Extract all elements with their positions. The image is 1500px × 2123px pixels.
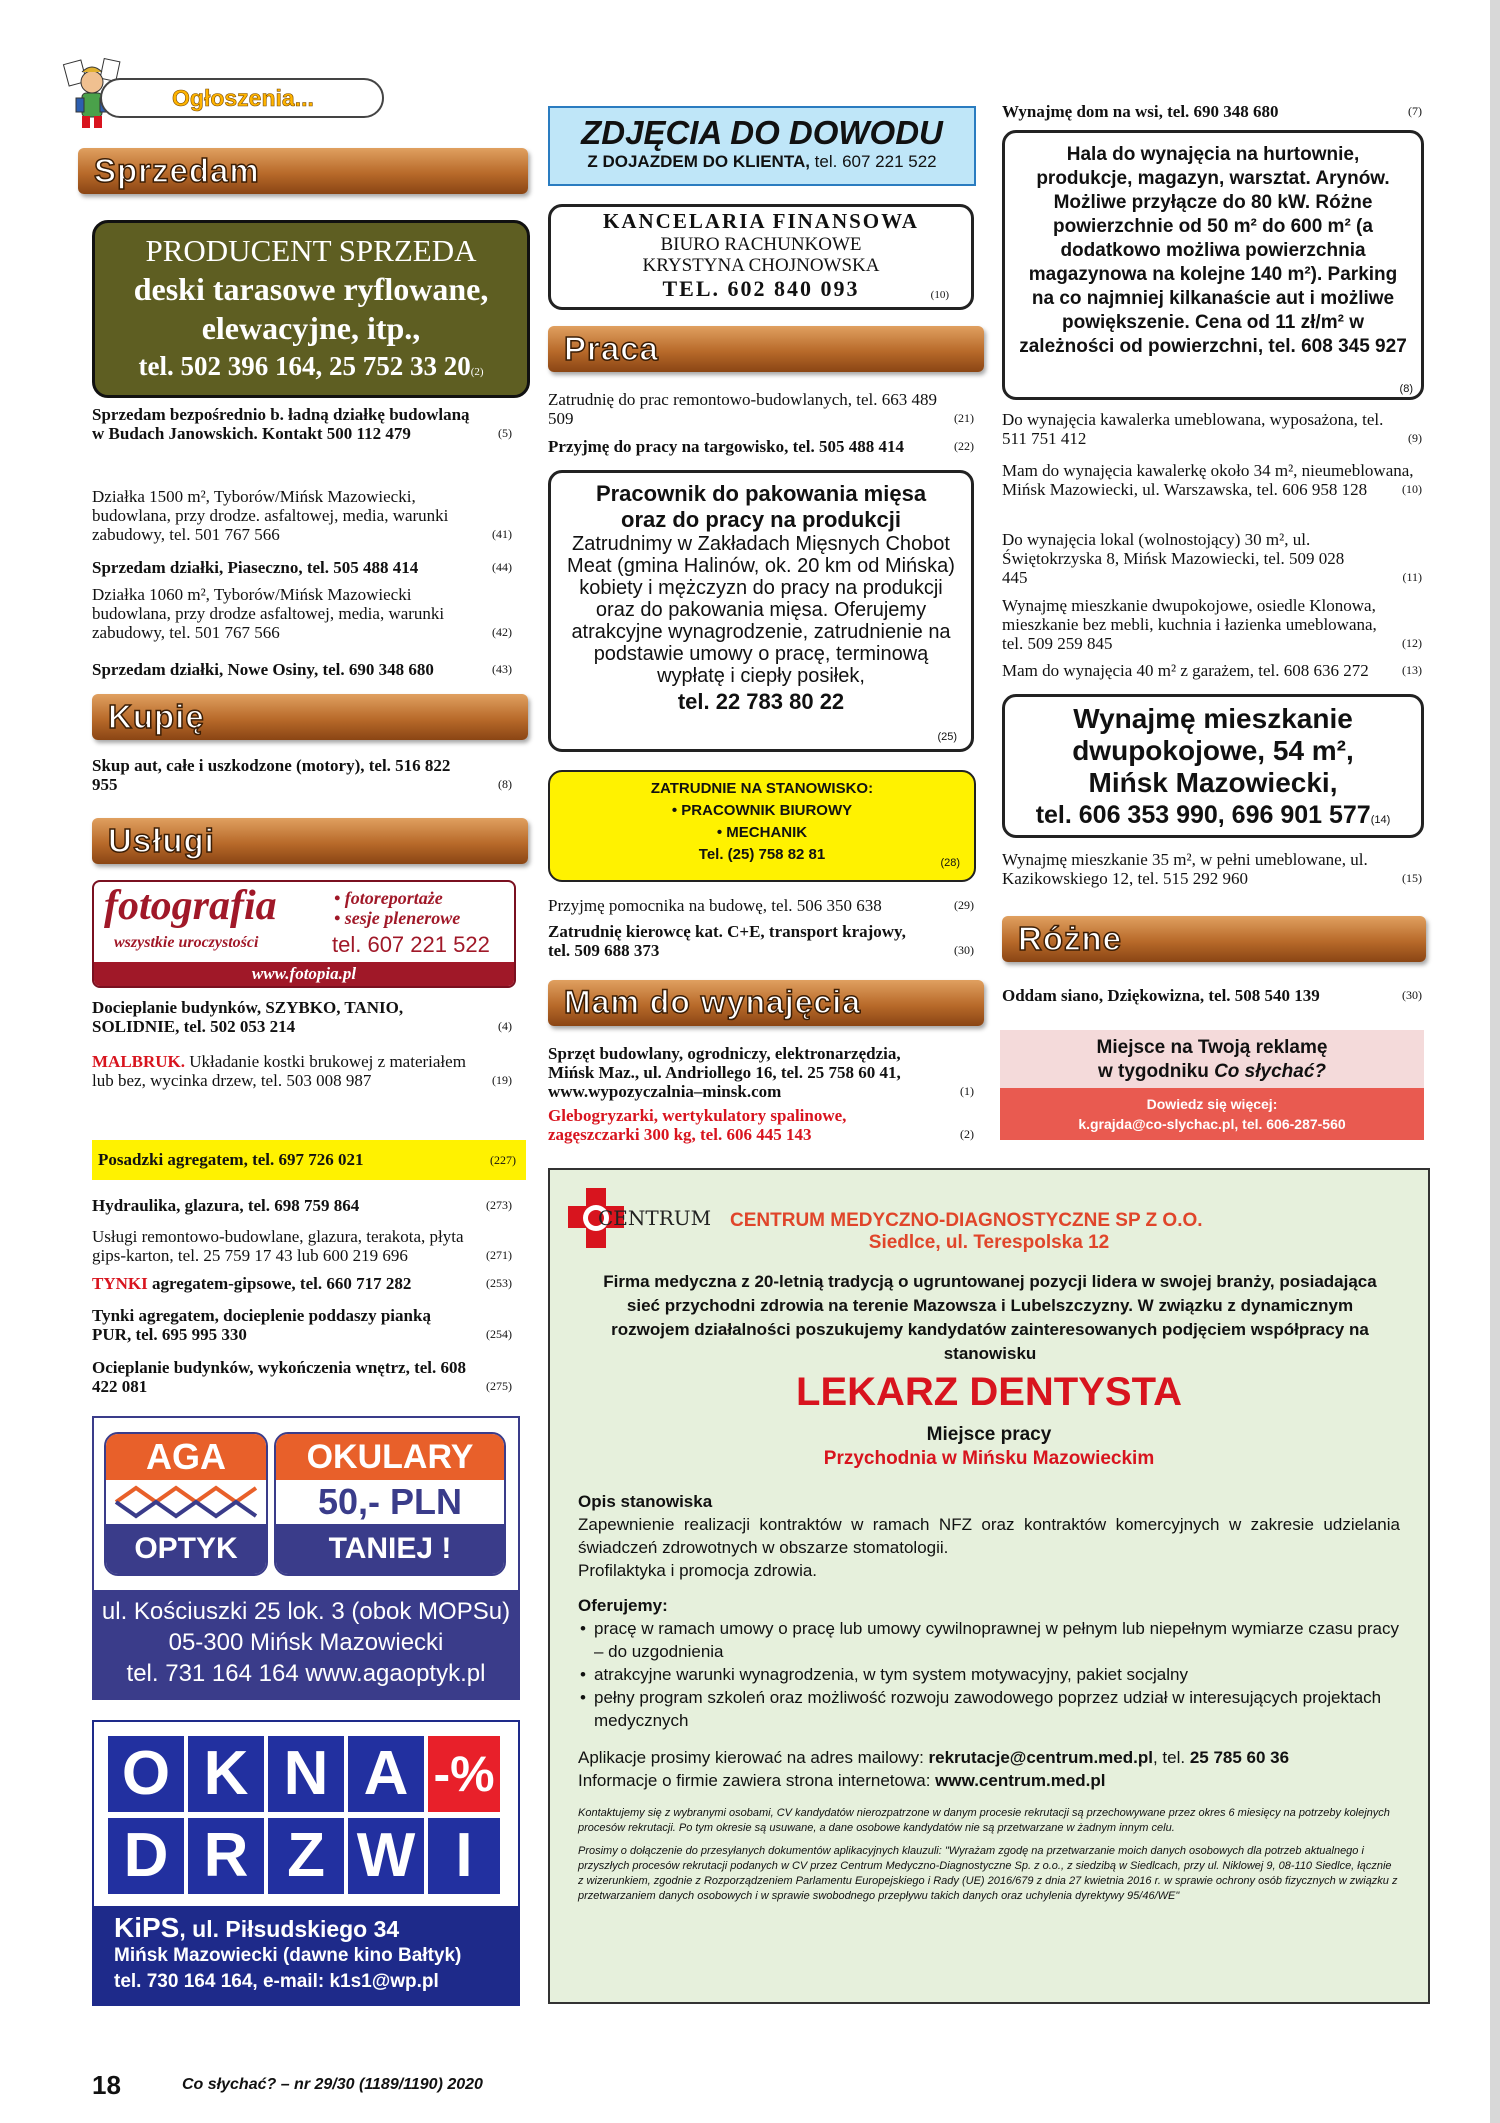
- centrum-small2: Prosimy o dołączenie do przesyłanych dokumentów aplikacyjnych klauzuli: "Wyrażam zgodę na przetwarzanie moich danych osobowych dla potrzeb aktualnego i przyszłych procesów rekrutacji podanych w CV przez Centrum Medyczno-Diagnostyczne Sp. z o.o., z siedzibą w Siedlcach, przy ul. Niklowej 9, 08-110 Siedlce, łącznie z wizerunkiem, zgodnie z Rozporządzeniem Parlamentu Europejskiego i Rady (UE) 2016/679 z dnia 27 kwietnia 2016 r. w sprawie ochrony osób fizycznych w związku z przetwarzaniem danych osobowych i w sprawie swobodnego przepływu takich danych oraz uchylenia dyrektywy 95/46/WE": [578, 1845, 1398, 1902]
- ad-num: (42): [492, 625, 512, 639]
- centrum-position: LEKARZ DENTYSTA: [796, 1370, 1182, 1414]
- ad-right-2: [1002, 461, 1422, 499]
- ad-num: (41): [492, 527, 512, 541]
- header-kupie-label: Kupię: [108, 698, 205, 735]
- ad-wynajecia-2: [548, 1106, 974, 1144]
- aga-optyk: OPTYK: [106, 1524, 266, 1574]
- ad-text: Hydraulika, glazura, tel. 698 759 864: [92, 1196, 360, 1215]
- ad-num: (29): [954, 898, 974, 912]
- ad-text: Sprzęt budowlany, ogrodniczy, elektronarzędzia, Mińsk Maz., ul. Andriollego 16, tel. 25 758 60 41, www.wypozyczalnia–minsk.com: [548, 1044, 901, 1101]
- ad-text: Docieplanie budynków, SZYBKO, TANIO, SOLIDNIE, tel. 502 053 214: [92, 998, 404, 1036]
- ad-num: (22): [954, 439, 974, 453]
- mieszkanie-ad: [1002, 694, 1424, 838]
- fotopia-sub: wszystkie uroczystości: [114, 934, 259, 951]
- okna-brand: KiPS: [114, 1912, 180, 1943]
- zdjecia-tel: tel. 607 221 522: [809, 152, 937, 171]
- aga-optyk-ad: [92, 1416, 520, 1700]
- ad-text: Wynajmę mieszkanie dwupokojowe, osiedle Klonowa, mieszkanie bez mebli, kuchnia i łazienka umeblowana, tel. 509 259 845: [1002, 596, 1377, 653]
- aga-addr1: ul. Kościuszki 25 lok. 3 (obok MOPSu): [101, 1598, 511, 1625]
- ad-rozne-1: [1002, 986, 1422, 1005]
- aga-okulary: OKULARY: [276, 1434, 504, 1480]
- fotopia-brand: fotografia: [104, 883, 277, 929]
- ad-num: (13): [1402, 663, 1422, 677]
- ad-text: Działka 1060 m², Tyborów/Mińsk Mazowiecki budowlana, przy drodze asfaltowej, media, warunki zabudowy, tel. 501 767 566: [92, 585, 445, 642]
- centrum-ofer-item: atrakcyjne warunki wynagrodzenia, w tym system motywacyjny, pakiet socjalny: [594, 1665, 1188, 1684]
- ad-right-3: [1002, 530, 1422, 587]
- ad-num: (9): [1408, 431, 1422, 445]
- right-edge-shadow: [1490, 0, 1500, 2123]
- centrum-ofer-title: Oferujemy:: [578, 1596, 668, 1615]
- ad-num: (271): [486, 1248, 512, 1262]
- okna-drzwi-ad: [92, 1720, 520, 2006]
- ad-num: (15): [1402, 871, 1422, 885]
- aga-price: 50,- PLN: [317, 1481, 463, 1522]
- okna-letter: N: [268, 1736, 344, 1812]
- section-title: Ogłoszenia...: [172, 85, 314, 111]
- ad-text: Ocieplanie budynków, wykończenia wnętrz, tel. 608 422 081: [92, 1358, 467, 1396]
- drzwi-letter: Z: [268, 1818, 344, 1894]
- centrum-ofer-item: pracę w ramach umowy o pracę lub umowy cywilnoprawnej w pełnym lub niepełnym wymiarze czasu pracy – do uzgodnienia: [594, 1619, 1399, 1661]
- ad-text: Przyjmę pomocnika na budowę, tel. 506 350 638: [548, 896, 882, 915]
- page-number: 18: [92, 2070, 121, 2100]
- drzwi-letter: I: [428, 1818, 500, 1894]
- zdjecia-title: ZDJĘCIA DO DOWODU: [581, 114, 943, 151]
- ad-num: (273): [486, 1198, 512, 1212]
- okna-contact: [94, 1906, 518, 2004]
- reklama-ad: [1000, 1030, 1424, 1140]
- fotopia-b2: • sesje plenerowe: [334, 908, 461, 928]
- centrum-logo-text: CENTRUM: [598, 1206, 712, 1230]
- pracownik-num: (25): [937, 731, 957, 743]
- centrum-apl-text: Aplikacje prosimy kierować na adres mailowy:: [578, 1748, 929, 1767]
- aga-logo-icon: [106, 1480, 266, 1524]
- ad-num: (7): [1408, 104, 1422, 118]
- ad-text: Wynajmę dom na wsi, tel. 690 348 680: [1002, 102, 1279, 121]
- header-rozne-label: Różne: [1018, 920, 1122, 957]
- ad-text: Mam do wynajęcia 40 m² z garażem, tel. 608 636 272: [1002, 661, 1369, 680]
- ad-right-4: [1002, 596, 1422, 653]
- ad-text: Zatrudnię kierowcę kat. C+E, transport krajowy, tel. 509 688 373: [548, 922, 906, 960]
- pracownik-h1: Pracownik do pakowania mięsa: [595, 481, 927, 506]
- ad-right-5: [1002, 661, 1422, 680]
- ad-num: (275): [486, 1379, 512, 1393]
- drzwi-letter: R: [188, 1818, 264, 1894]
- aga-addr3: tel. 731 164 164 www.agaoptyk.pl: [126, 1660, 486, 1687]
- ad-uslugi-8: [92, 1358, 512, 1396]
- ad-text: Sprzedam bezpośrednio b. ładną działkę budowlaną w Budach Janowskich. Kontakt 500 112 479: [92, 405, 470, 443]
- ad-text: Tynki agregatem, docieplenie poddaszy pianką PUR, tel. 695 995 330: [92, 1306, 431, 1344]
- bullet-icon: •: [580, 1665, 586, 1684]
- centrum-opis: Zapewnienie realizacji kontraktów w ramach NFZ oraz kontraktów komercyjnych w zakresie udzielania świadczeń zdrowotnych w obszarze stomatologii.: [578, 1515, 1400, 1557]
- ad-praca-4: [548, 922, 974, 960]
- ad-right-top: [1002, 102, 1422, 121]
- okna-letter: K: [188, 1736, 264, 1812]
- ad-num: (2): [960, 1127, 974, 1141]
- ad-text: Mam do wynajęcia kawalerkę około 34 m², nieumeblowana, Mińsk Mazowiecki, ul. Warszawska, tel. 606 958 128: [1002, 461, 1414, 499]
- reklama-top: [1000, 1030, 1424, 1088]
- ad-num: (10): [1402, 482, 1422, 496]
- mieszkanie-l2: dwupokojowe, 54 m²,: [1072, 735, 1354, 766]
- header-wynajecia-label: Mam do wynajęcia: [564, 984, 861, 1020]
- ad-text: Działka 1500 m², Tyborów/Mińsk Mazowiecki, budowlana, przy drodze. asfaltowej, media, warunki zabudowy, tel. 501 767 566: [92, 487, 449, 544]
- header-rozne: [1002, 916, 1426, 962]
- mieszkanie-l4: tel. 606 353 990, 696 901 577: [1035, 801, 1371, 829]
- aga-address: [94, 1590, 518, 1698]
- ad-num: (227): [490, 1153, 516, 1167]
- ad-num: (30): [954, 943, 974, 957]
- producent-num: (2): [470, 366, 484, 378]
- header-praca: [548, 326, 984, 372]
- ad-text: agregatem-gipsowe, tel. 660 717 282: [147, 1274, 412, 1293]
- ad-num: (4): [498, 1019, 512, 1033]
- producent-line2: deski tarasowe ryflowane,: [133, 271, 489, 307]
- centrum-intro: Firma medyczna z 20-letnią tradycją o ugruntowanej pozycji lidera w swojej branży, posiadająca sieć przychodni zdrowia na terenie Mazowsza i Lubelszczyzny. W związku z dynamicznym rozwojem działalności poszukujemy kandydatów zainteresowanych podjęciem współpracy na stanowisku: [603, 1272, 1377, 1363]
- kancelaria-num: (10): [930, 289, 949, 301]
- centrum-opis2: Profilaktyka i promocja zdrowia.: [578, 1561, 818, 1580]
- ad-uslugi-7: [92, 1306, 512, 1344]
- fotopia-ad: [92, 880, 516, 988]
- kancelaria-l3: KRYSTYNA CHOJNOWSKA: [642, 255, 880, 276]
- aga-right: [274, 1432, 506, 1576]
- zdjecia-sub: Z DOJAZDEM DO KLIENTA,: [587, 152, 810, 171]
- centrum-name: CENTRUM MEDYCZNO-DIAGNOSTYCZNE SP Z O.O.: [730, 1210, 1203, 1231]
- ad-text: Układanie kostki brukowej z materiałem lub bez, wycinka drzew, tel. 503 008 987: [92, 1052, 466, 1090]
- ad-text: Do wynajęcia lokal (wolnostojący) 30 m², ul. Świętokrzyska 8, Mińsk Mazowiecki, tel. 509 028 445: [1002, 530, 1345, 587]
- ad-sprzedam-5: [92, 660, 512, 679]
- ad-num: (8): [498, 777, 512, 791]
- reklama-l3: Dowiedz się więcej:: [1146, 1096, 1278, 1112]
- header-wynajecia: [548, 980, 984, 1026]
- centrum-www-link[interactable]: www.centrum.med.pl: [935, 1771, 1106, 1790]
- ad-num: (43): [492, 662, 512, 676]
- ad-text: Skup aut, całe i uszkodzone (motory), tel. 516 822 955: [92, 756, 451, 794]
- bullet-icon: •: [580, 1688, 586, 1707]
- ad-num: (253): [486, 1276, 512, 1290]
- centrum-ofer-list: [578, 1617, 1400, 1732]
- section-badge: [100, 78, 384, 118]
- zatrudnie-l4: Tel. (25) 758 82 81: [698, 846, 826, 863]
- ad-num: (21): [954, 411, 974, 425]
- zatrudnie-ad: [548, 770, 976, 882]
- okna-city: Mińsk Mazowiecki (dawne kino Bałtyk): [114, 1945, 462, 1966]
- mieszkanie-l3: Mińsk Mazowiecki,: [1088, 767, 1338, 798]
- ad-praca-3: [548, 896, 974, 915]
- ad-uslugi-1: [92, 998, 512, 1036]
- header-uslugi: [92, 818, 528, 864]
- ad-wynajecia-1: [548, 1044, 974, 1101]
- mieszkanie-num: (14): [1370, 814, 1391, 826]
- ad-text: Sprzedam działki, Nowe Osiny, tel. 690 348 680: [92, 660, 434, 679]
- ad-text: Sprzedam działki, Piaseczno, tel. 505 488 414: [92, 558, 419, 577]
- drzwi-letter: W: [348, 1818, 424, 1894]
- centrum-place-label: Miejsce pracy: [926, 1424, 1052, 1445]
- ad-num: (12): [1402, 636, 1422, 650]
- ad-num: (1): [960, 1084, 974, 1098]
- ad-num: (254): [486, 1327, 512, 1341]
- header-kupie: [92, 694, 528, 740]
- ad-sprzedam-1: [92, 405, 512, 443]
- ad-text: Do wynajęcia kawalerka umeblowana, wyposażona, tel. 511 751 412: [1002, 410, 1384, 448]
- centrum-apl-text: , tel.: [1152, 1748, 1190, 1767]
- centrum-opis-title: Opis stanowiska: [578, 1492, 713, 1511]
- drzwi-row: [108, 1818, 500, 1894]
- okna-letter: O: [108, 1736, 184, 1812]
- ad-text: Przyjmę do pracy na targowisko, tel. 505 488 414: [548, 437, 905, 456]
- ad-uslugi-6: [92, 1274, 512, 1293]
- ad-uslugi-2: [92, 1052, 512, 1090]
- ad-uslugi-3: [92, 1140, 526, 1180]
- mieszkanie-l1: Wynajmę mieszkanie: [1073, 703, 1353, 734]
- centrum-small1: Kontaktujemy się z wybranymi osobami, CV kandydatów nierozpatrzone w danym procesie rekrutacji są przechowywane przez okres 6 miesięcy na potrzeby kolejnych procesów rekrutacji. Po tym okresie są usuwane, a dane osobowe kandydatów nie są przetwarzane w żadnym innym celu.: [578, 1807, 1390, 1834]
- reklama-l2a: w tygodniku: [1097, 1061, 1215, 1082]
- reklama-bottom: [1000, 1088, 1424, 1140]
- ad-right-1: [1002, 410, 1422, 448]
- pracownik-ad: [548, 470, 974, 752]
- ad-num: (19): [492, 1073, 512, 1087]
- kancelaria-l1: KANCELARIA FINANSOWA: [603, 209, 919, 233]
- zatrudnie-l2: • PRACOWNIK BIUROWY: [671, 802, 853, 819]
- header-uslugi-label: Usługi: [108, 822, 215, 859]
- ad-sprzedam-2: [92, 487, 512, 544]
- aga-addr2: 05-300 Mińsk Mazowiecki: [168, 1629, 444, 1656]
- ad-num: (11): [1402, 570, 1422, 584]
- ad-text: Usługi remontowo-budowlane, glazura, terakota, płyta gips-karton, tel. 25 759 17 43 lub 600 219 696: [92, 1227, 464, 1265]
- bullet-icon: •: [580, 1619, 586, 1638]
- pracownik-h2: oraz do pracy na produkcji: [621, 507, 901, 532]
- ad-text: Zatrudnię do prac remontowo-budowlanych, tel. 663 489 509: [548, 390, 938, 428]
- header-sprzedam: [78, 148, 528, 194]
- aga-title: AGA: [106, 1434, 266, 1480]
- ad-uslugi-4: [92, 1196, 512, 1215]
- hala-ad: [1002, 130, 1424, 400]
- ad-praca-2: [548, 437, 974, 456]
- centrum-addr: Siedlce, ul. Terespolska 12: [868, 1232, 1110, 1253]
- fotopia-b1: • fotoreportaże: [334, 888, 443, 908]
- zatrudnie-num: (28): [940, 857, 960, 869]
- producent-line4: tel. 502 396 164, 25 752 33 20: [138, 351, 471, 381]
- centrum-ofer-item: pełny program szkoleń oraz możliwość rozwoju zawodowego poprzez udział w interesujących projektach medycznych: [594, 1688, 1382, 1730]
- okna-percent: -%: [428, 1736, 500, 1812]
- kancelaria-l2: BIURO RACHUNKOWE: [660, 234, 862, 255]
- producent-ad: [92, 220, 530, 398]
- hala-num: (8): [1399, 383, 1413, 395]
- centrum-phone: 25 785 60 36: [1189, 1748, 1290, 1767]
- producent-line3: elewacyjne, itp.,: [201, 310, 421, 346]
- producent-line1: PRODUCENT SPRZEDA: [145, 233, 477, 268]
- drzwi-letter: D: [108, 1818, 184, 1894]
- okna-row: [108, 1736, 500, 1812]
- pracownik-body: Zatrudnimy w Zakładach Mięsnych Chobot Meat (gmina Halinów, ok. 20 km od Mińska) kobiety i mężczyzn do pracy na produkcji oraz do pakowania mięsa. Oferujemy atrakcyjne wynagrodzenie, zatrudnienie na podstawie umowy o pracę, terminową wypłatę i ciepły posiłek,: [567, 533, 955, 687]
- publication-info: Co słychać? – nr 29/30 (1189/1190) 2020: [182, 2076, 483, 2093]
- centrum-place: Przychodnia w Mińsku Mazowieckim: [823, 1448, 1155, 1469]
- ad-text: Glebogryzarki, wertykulatory spalinowe, zagęszczarki 300 kg, tel. 606 445 143: [548, 1106, 847, 1144]
- zatrudnie-l3: • MECHANIK: [716, 824, 808, 841]
- header-sprzedam-label: Sprzedam: [94, 152, 260, 189]
- ad-right-6: [1002, 850, 1422, 888]
- okna-tel: tel. 730 164 164, e-mail: k1s1@wp.pl: [114, 1971, 439, 1992]
- aga-taniej: TANIEJ !: [276, 1524, 504, 1574]
- zdjecia-ad: [548, 106, 976, 186]
- ad-praca-1: [548, 390, 974, 428]
- centrum-ad: [548, 1168, 1430, 2004]
- okna-address: , ul. Piłsudskiego 34: [179, 1916, 400, 1942]
- pracownik-tel: tel. 22 783 80 22: [677, 689, 845, 714]
- ad-sprzedam-3: [92, 558, 512, 577]
- ad-num: (44): [492, 560, 512, 574]
- okna-letter: A: [348, 1736, 424, 1812]
- fotopia-tel: tel. 607 221 522: [332, 932, 490, 957]
- ad-text: Wynajmę mieszkanie 35 m², w pełni umeblowane, ul. Kazikowskiego 12, tel. 515 292 960: [1002, 850, 1368, 888]
- reklama-l2b: Co słychać?: [1214, 1061, 1327, 1082]
- ad-num: (5): [498, 426, 512, 440]
- ad-sprzedam-4: [92, 585, 512, 642]
- zatrudnie-l1: ZATRUDNIE NA STANOWISKO:: [650, 780, 874, 797]
- ad-red: TYNKI: [92, 1274, 148, 1293]
- header-praca-label: Praca: [564, 330, 659, 367]
- ad-num: (30): [1402, 988, 1422, 1002]
- ad-text: Oddam siano, Dziękowizna, tel. 508 540 139: [1002, 986, 1320, 1005]
- ad-kupie-1: [92, 756, 512, 794]
- fotopia-www: www.fotopia.pl: [94, 962, 514, 986]
- hala-text: Hala do wynajęcia na hurtownie, produkcje, magazyn, warsztat. Arynów. Możliwe przyłącze do 80 kW. Różne powierzchnie od 50 m² do 600 m² (a dodatkowo możliwa powierzchnia magazynowa na kolejne 140 m²). Parking na co najmniej kilkanaście aut i możliwe powiększenie. Cena od 11 zł/m² w zależności od powierzchni, tel. 608 345 927: [1019, 144, 1407, 357]
- kancelaria-ad: [548, 204, 974, 310]
- ad-uslugi-5: [92, 1227, 512, 1265]
- aga-left: [104, 1432, 268, 1576]
- centrum-email-link[interactable]: rekrutacje@centrum.med.pl: [928, 1748, 1153, 1767]
- reklama-l1: Miejsce na Twoją reklamę: [1096, 1037, 1328, 1058]
- reklama-l4: k.grajda@co-slychac.pl, tel. 606-287-560: [1078, 1116, 1346, 1132]
- ad-red: MALBRUK.: [92, 1052, 186, 1071]
- ad-text: Posadzki agregatem, tel. 697 726 021: [98, 1150, 364, 1169]
- kancelaria-l4: TEL. 602 840 093: [662, 276, 860, 301]
- centrum-info-text: Informacje o firmie zawiera strona internetowa:: [578, 1771, 936, 1790]
